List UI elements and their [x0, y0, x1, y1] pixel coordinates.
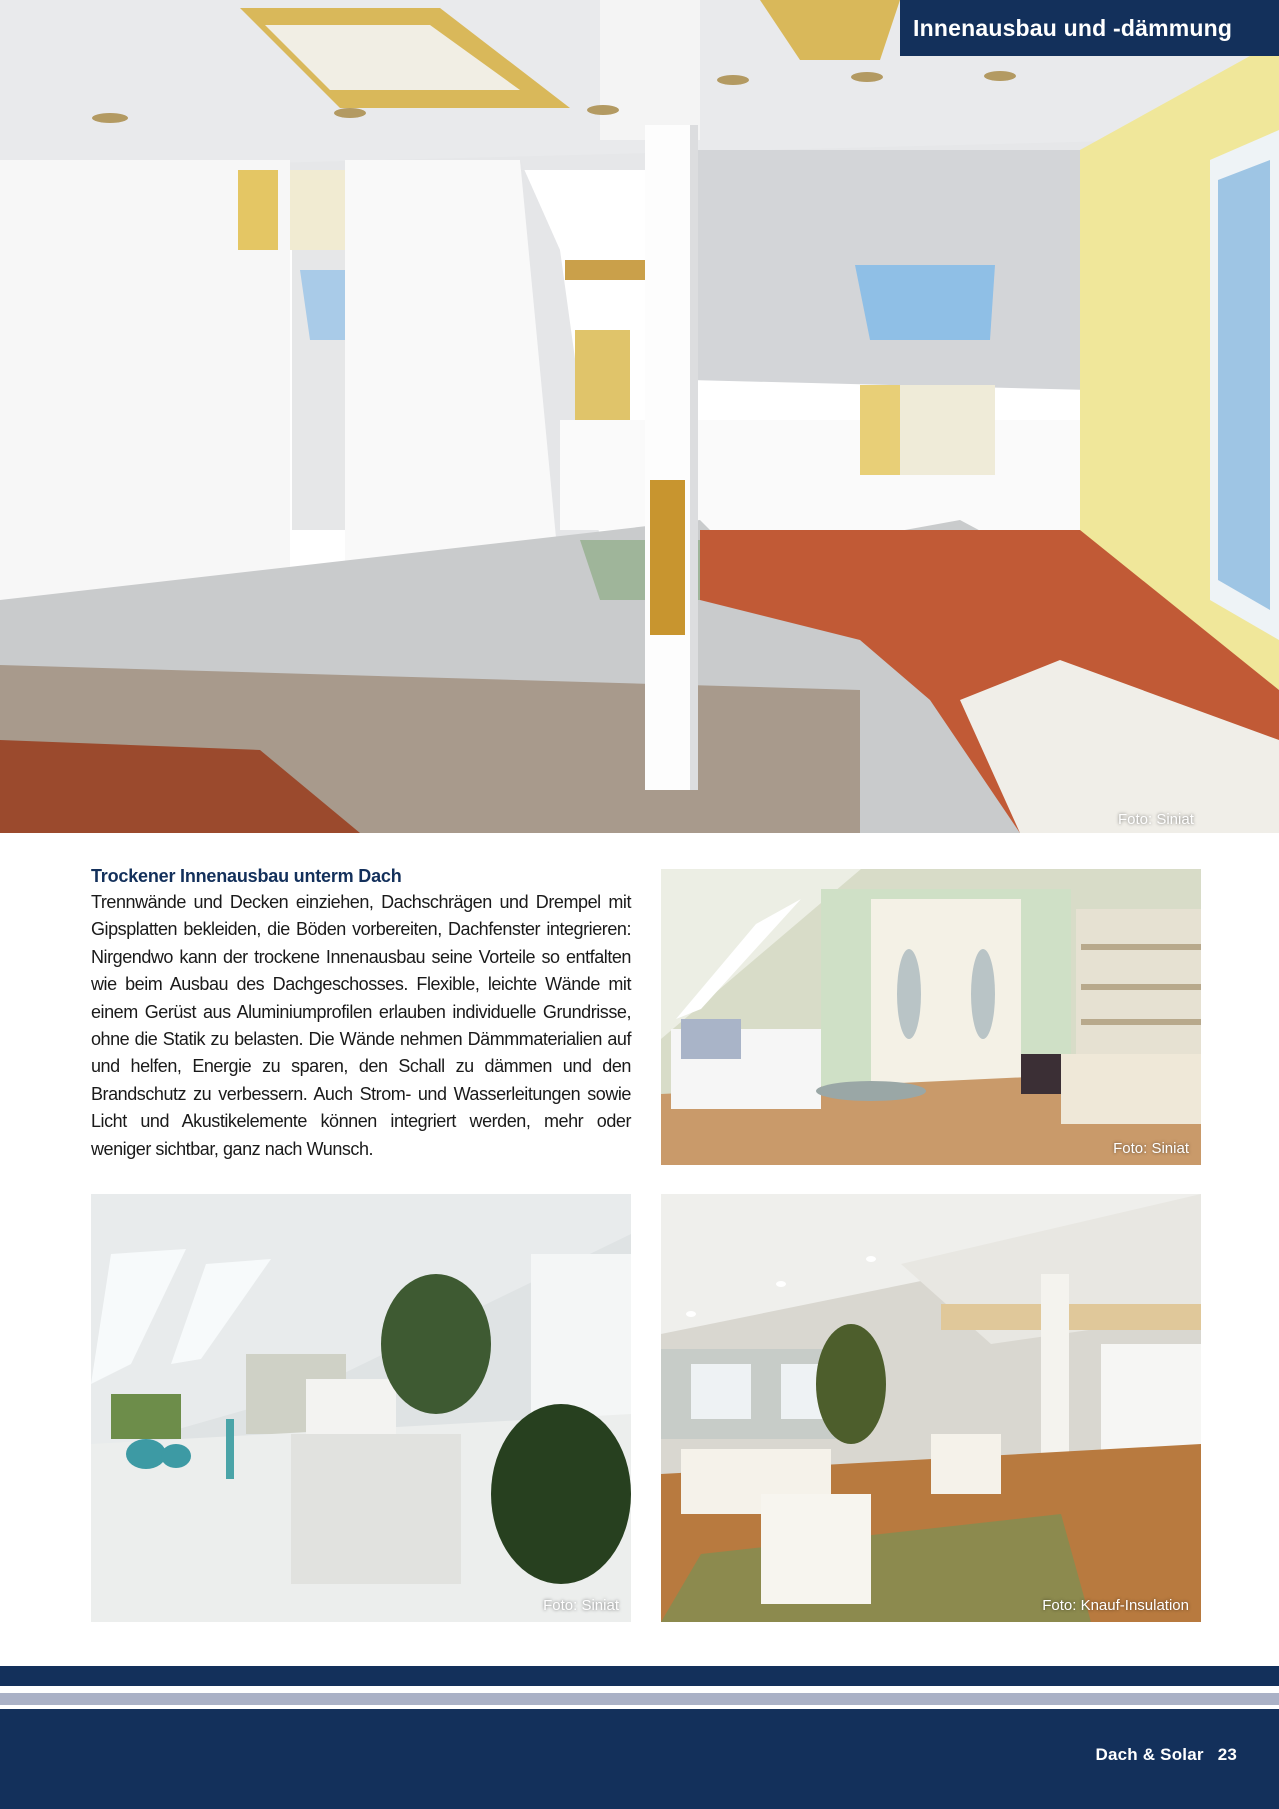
footer-band-middle: [0, 1693, 1279, 1705]
hero-photo-credit: Foto: Siniat: [1118, 811, 1194, 828]
article-body: Trennwände und Decken einziehen, Dachschrägen und Drempel mit Gipsplatten bekleiden, die Böden vorbereiten, Dachfenster integrieren: Nirgendwo kann der trockene Innenausbau seine Vorteile so entfalten wie beim Ausbau des Dachgeschosses. Flexible, leichte Wände mit einem Gerüst aus Aluminiumprofilen erlauben individuelle Grundrisse, ohne die Statik zu belasten. Die Wände nehmen Dämmmaterialien auf und helfen, Energie zu sparen, den Schall zu dämmen und den Brandschutz zu verbessern. Auch Strom- und Wasserleitungen sowie Licht und Akustikelemente können integriert werden, mehr oder weniger sichtbar, ganz nach Wunsch.: [91, 892, 631, 1159]
photo-living-room-doors: [661, 869, 1201, 1165]
publication-name: Dach & Solar: [1095, 1745, 1204, 1764]
living-room-doors-image: [661, 869, 1201, 1165]
photo-credit: Foto: Knauf-Insulation: [1042, 1597, 1189, 1614]
bright-lounge-image: [91, 1194, 631, 1622]
footer-band-top: [0, 1666, 1279, 1686]
article-heading: Trockener Innenausbau unterm Dach: [91, 866, 402, 886]
photo-bright-lounge: [91, 1194, 631, 1622]
footer-band-bottom: [0, 1709, 1279, 1809]
hero-illustration: [0, 0, 1279, 833]
attic-interior-rendering: [0, 0, 1279, 833]
page-number: 23: [1217, 1745, 1237, 1764]
photo-credit: Foto: Siniat: [1113, 1140, 1189, 1157]
large-loft-image: [661, 1194, 1201, 1622]
photo-credit: Foto: Siniat: [543, 1597, 619, 1614]
section-title-tab: [900, 0, 1279, 56]
footer-label: [1095, 1745, 1237, 1765]
article: [91, 866, 631, 1163]
photo-large-loft: [661, 1194, 1201, 1622]
section-title: Innenausbau und -dämmung: [913, 15, 1233, 41]
